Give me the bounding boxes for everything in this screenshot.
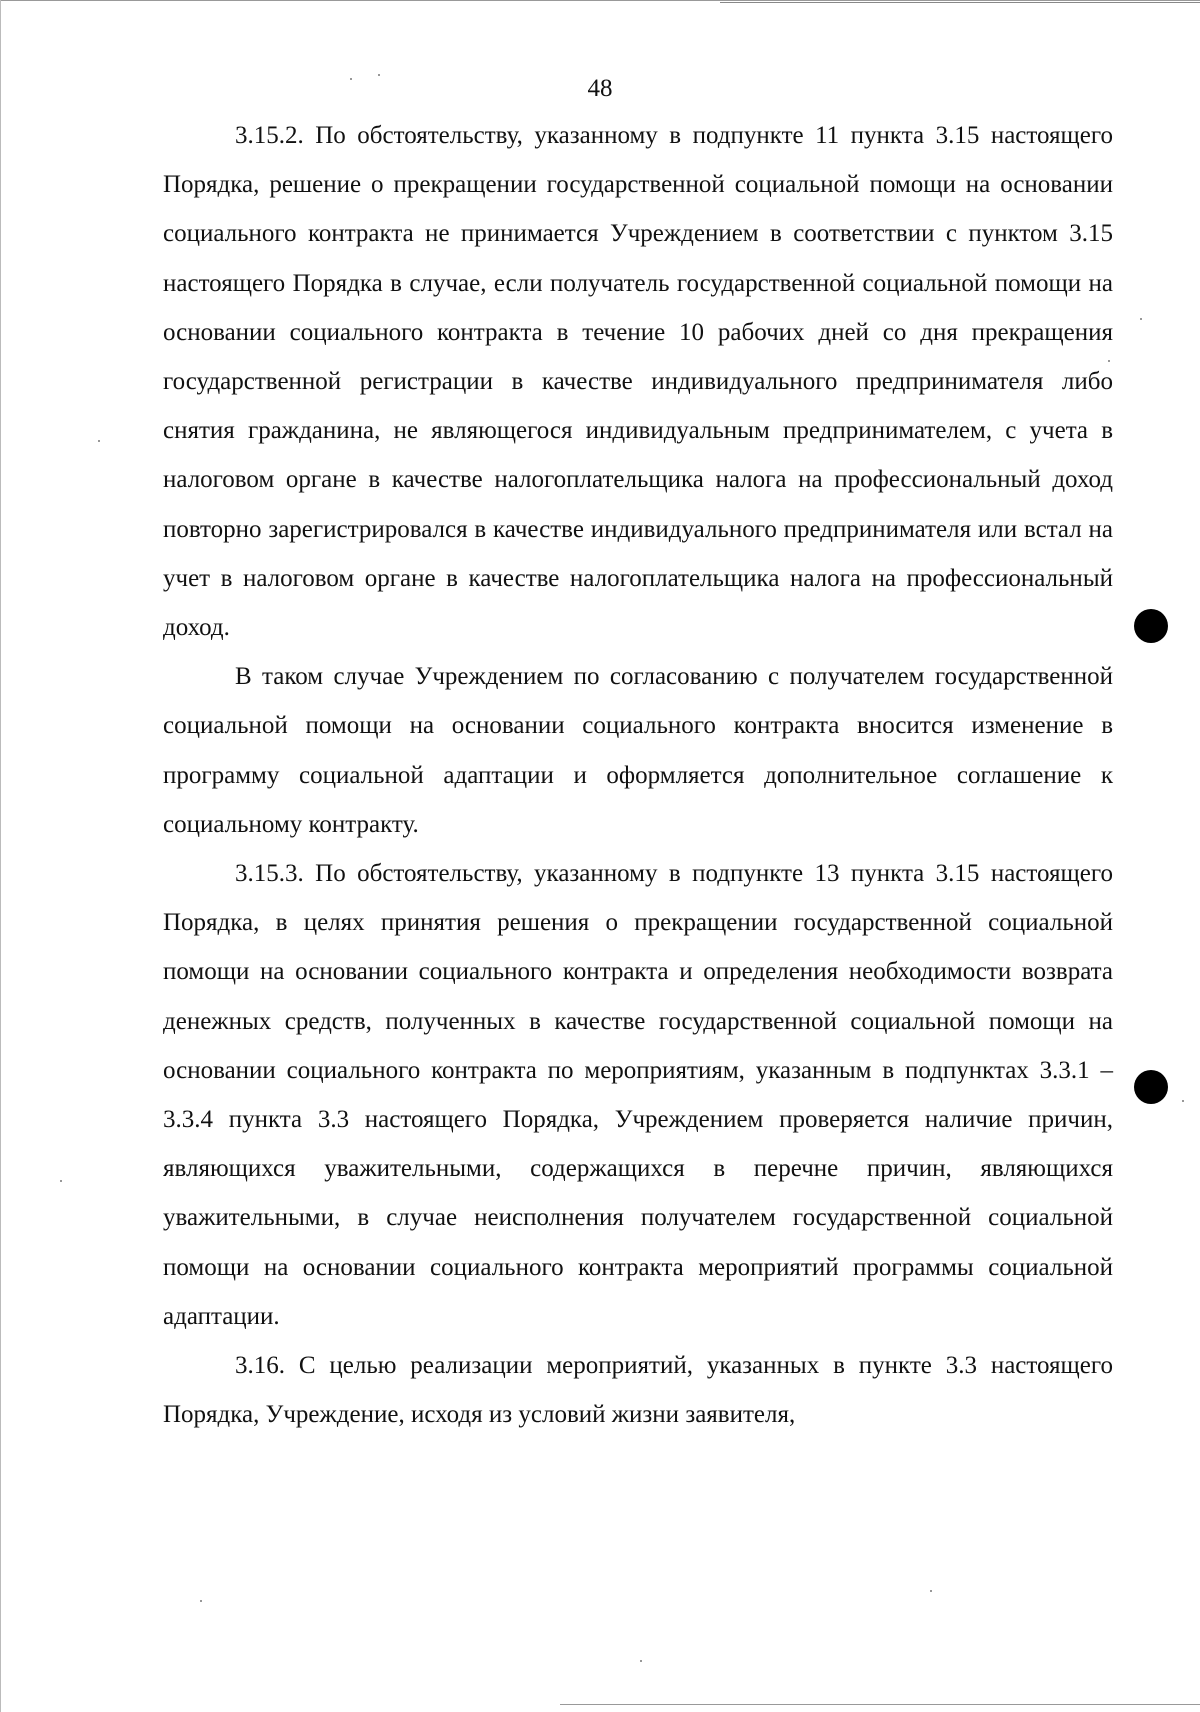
paragraph-3-15-3: 3.15.3. По обстоятельству, указанному в подпункте 13 пункта 3.15 настоящего Порядка, в целях принятия решения о прекращении государственной социальной помощи на основании социального контракта и определения необходимости возврата денежных средств, полученных в качестве государственной социальной помощи на основании социального контракта по мероприятиям, указанным в подпунктах 3.3.1 – 3.3.4 пункта 3.3 настоящего Порядка, Учреждением проверяется наличие причин, являющихся уважительными, содержащихся в перечне причин, являющихся уважительными, в случае неисполнения получателем государственной социальной помощи на основании социального контракта мероприятий программы социальной адаптации. [163,860,1113,1330]
scan-speck [378,74,380,76]
paragraph-3-16: 3.16. С целью реализации мероприятий, указанных в пункте 3.3 настоящего Порядка, Учреждение, исходя из условий жизни заявителя, [163,1352,1113,1429]
scan-edge-bottom [560,1704,1200,1705]
scan-speck [640,1660,642,1662]
punch-hole-mark-upper [1134,609,1168,643]
scan-speck [98,440,100,442]
scan-speck [930,1590,932,1592]
scan-edge-left [0,0,1,1712]
scan-speck [350,78,352,80]
scan-speck [1182,1100,1184,1102]
scan-speck [1140,318,1142,320]
punch-hole-mark-lower [1134,1070,1168,1104]
document-body [163,111,1113,1439]
scan-edge-top [0,0,1200,1]
page-number: 48 [587,75,613,102]
scan-speck [1108,360,1110,362]
scan-speck [60,1180,62,1182]
paragraph-3-15-2: 3.15.2. По обстоятельству, указанному в подпункте 11 пункта 3.15 настоящего Порядка, решение о прекращении государственной социальной помощи на основании социального контракта не принимается Учреждением в соответствии с пунктом 3.15 настоящего Порядка в случае, если получатель государственной социальной помощи на основании социального контракта в течение 10 рабочих дней со дня прекращения государственной регистрации в качестве индивидуального предпринимателя либо снятия гражданина, не являющегося индивидуальным предпринимателем, с учета в налоговом органе в качестве налогоплательщика налога на профессиональный доход повторно зарегистрировался в качестве индивидуального предпринимателя или встал на учет в налоговом органе в качестве налогоплательщика налога на профессиональный доход. [163,122,1113,642]
scan-speck [200,1600,202,1602]
scan-edge-top-inner [720,2,1200,3]
paragraph-contract-amendment: В таком случае Учреждением по согласованию с получателем государственной социальной помощи на основании социального контракта вносится изменение в программу социальной адаптации и оформляется дополнительное соглашение к социальному контракту. [163,663,1113,838]
